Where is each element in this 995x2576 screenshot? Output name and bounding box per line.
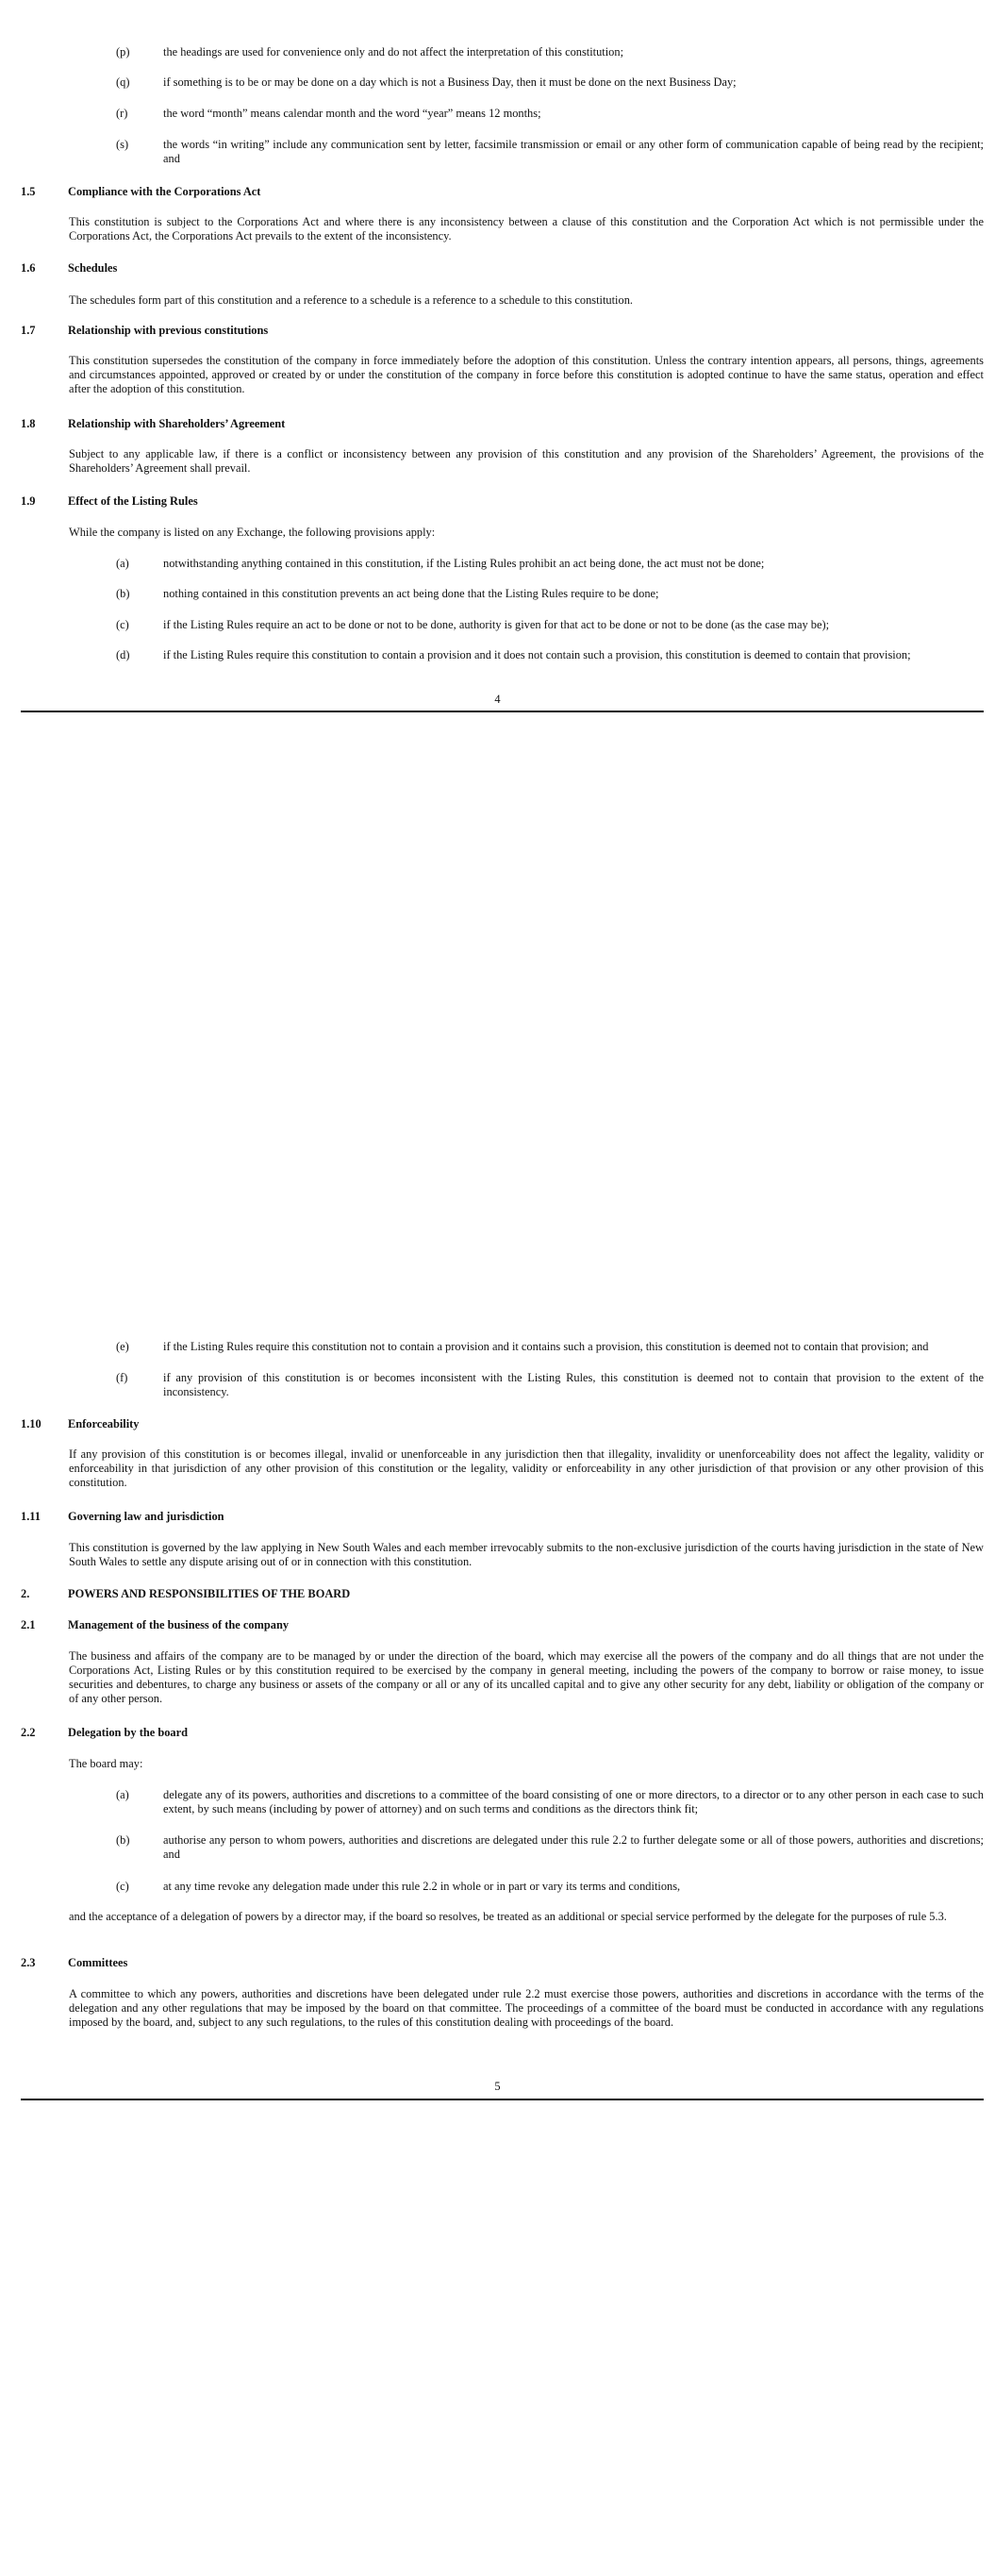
section-title: Delegation by the board (68, 1726, 189, 1739)
list-item (116, 1833, 984, 1862)
list-item-label: (c) (116, 1880, 129, 1893)
list-item-text: delegate any of its powers, authorities and discretions to a committee of the board consisting of one or more directors, to a director or to any other person in each case to such extent, by such means (including by power of attorney) and on such terms and conditions as the directors think fit; (163, 1788, 984, 1815)
section-number: 1.5 (21, 185, 36, 198)
section-number: 1.8 (21, 417, 36, 430)
list-item-text: if something is to be or may be done on a day which is not a Business Day, then it must be done on the next Business Day; (163, 75, 737, 89)
section-number: 2.2 (21, 1726, 36, 1739)
section-title: Schedules (68, 261, 118, 275)
list-item-label: (d) (116, 648, 130, 661)
list-item-label: (a) (116, 1788, 129, 1801)
section-number: 1.7 (21, 324, 36, 337)
list-item-label: (b) (116, 1833, 130, 1847)
section-title: Governing law and jurisdiction (68, 1510, 224, 1523)
list-item (116, 138, 984, 166)
list-item-label: (s) (116, 138, 129, 151)
list-item-text: notwithstanding anything contained in this constitution, if the Listing Rules prohibit an act being done, the act must not be done; (163, 557, 765, 570)
section-number: 2.3 (21, 1956, 36, 1969)
section-heading-2-1 (21, 1618, 964, 1632)
document-page-5 (0, 1335, 995, 2128)
section-title: Effect of the Listing Rules (68, 494, 198, 508)
list-item (116, 1371, 984, 1399)
section-title: Relationship with previous constitutions (68, 324, 269, 337)
list-item-text: if any provision of this constitution is or becomes inconsistent with the Listing Rules, this constitution is deemed not to contain that provision to the extent of the inconsistency. (163, 1371, 984, 1398)
section-body-1-11: This constitution is governed by the law applying in New South Wales and each member irrevocably submits to the non-exclusive jurisdiction of the courts having jurisdiction in the state of New South Wales to settle any dispute arising out of or in connection with this constitution. (69, 1541, 984, 1568)
section-title: Committees (68, 1956, 128, 1969)
list-item (116, 107, 984, 121)
list-item (116, 1880, 984, 1894)
list-item-text: the word “month” means calendar month and the word “year” means 12 months; (163, 107, 541, 120)
section-heading-1-8 (21, 417, 964, 431)
section-number: 2. (21, 1587, 30, 1600)
list-item-label: (e) (116, 1340, 129, 1353)
section-title: Relationship with Shareholders’ Agreement (68, 417, 286, 430)
list-item (116, 557, 984, 571)
section-number: 1.9 (21, 494, 36, 508)
section-number: 1.11 (21, 1510, 41, 1523)
section-title: Compliance with the Corporations Act (68, 185, 261, 198)
section-body-1-5: This constitution is subject to the Corporations Act and where there is any inconsistency between a clause of this constitution and the Corporation Act which is not permissible under the Corporations Act, the Corporations Act prevails to the extent of the inconsistency. (69, 215, 984, 243)
section-heading-1-11 (21, 1510, 964, 1524)
section-body-1-7: This constitution supersedes the constitution of the company in force immediately before the adoption of this constitution. Unless the contrary intention appears, all persons, things, agreements and circumstances appointed, approved or created by or under the constitution of the company in force before this constitution is adopted continue to have the same status, operation and effect after the adoption of this constitution. (69, 354, 984, 395)
list-item (116, 587, 984, 601)
list-item (116, 1788, 984, 1816)
list-item-text: if the Listing Rules require this constitution not to contain a provision and it contains such a provision, this constitution is deemed not to contain that provision; and (163, 1340, 929, 1353)
section-heading-1-6 (21, 261, 964, 276)
section-number: 1.6 (21, 261, 36, 275)
list-item-text: if the Listing Rules require this constitution to contain a provision and it does not contain such a provision, this constitution is deemed to contain that provision; (163, 648, 911, 661)
section-body-1-10: If any provision of this constitution is or becomes illegal, invalid or unenforceable in any jurisdiction then that illegality, invalidity or unenforceability does not affect the legality, validity or enforceability in that jurisdiction of any other provision of this constitution or the legality, validity or enforceability in any other jurisdiction of that provision or any other provision of this constitution. (69, 1447, 984, 1489)
section-body-1-8: Subject to any applicable law, if there is a conflict or inconsistency between any provision of this constitution and any provision of the Shareholders’ Agreement, the provisions of the Shareholders’ Agreement shall prevail. (69, 447, 984, 475)
section-title: Enforceability (68, 1417, 140, 1430)
page-divider (21, 711, 984, 712)
section-heading-2-2 (21, 1726, 964, 1740)
section-heading-1-10 (21, 1417, 964, 1431)
section-title: POWERS AND RESPONSIBILITIES OF THE BOARD (68, 1587, 351, 1600)
section-number: 1.10 (21, 1417, 41, 1430)
list-item-label: (q) (116, 75, 130, 89)
list-item (116, 75, 984, 90)
page-number: 4 (494, 693, 501, 706)
list-item-label: (c) (116, 618, 129, 631)
page-number: 5 (494, 2080, 501, 2093)
list-item (116, 648, 984, 662)
list-item-text: the headings are used for convenience only and do not affect the interpretation of this constitution; (163, 45, 624, 59)
list-item-text: if the Listing Rules require an act to be done or not to be done, authority is given for that act to be done or not to be done (as the case may be); (163, 618, 830, 631)
list-item-label: (f) (116, 1371, 128, 1384)
list-item (116, 1340, 984, 1354)
list-item-text: the words “in writing” include any communication sent by letter, facsimile transmission or email or any other form of communication capable of being read by the recipient; and (163, 138, 984, 165)
document-page-4 (0, 0, 995, 717)
list-item-label: (a) (116, 557, 129, 570)
list-item-label: (r) (116, 107, 128, 120)
list-item-text: nothing contained in this constitution prevents an act being done that the Listing Rules require to be done; (163, 587, 659, 600)
list-item (116, 45, 984, 59)
list-item-label: (p) (116, 45, 130, 59)
section-title: Management of the business of the company (68, 1618, 290, 1631)
section-heading-2-3 (21, 1956, 964, 1970)
list-item-text: at any time revoke any delegation made under this rule 2.2 in whole or in part or vary its terms and conditions, (163, 1880, 681, 1893)
section-heading-1-7 (21, 324, 964, 338)
section-number: 2.1 (21, 1618, 36, 1631)
section-heading-1-9 (21, 494, 964, 509)
section-body-1-6: The schedules form part of this constitution and a reference to a schedule is a reference to a schedule to this constitution. (69, 293, 633, 307)
section-body-2-2: The board may: (69, 1757, 143, 1770)
section-heading-2 (21, 1587, 964, 1601)
section-body-2-3: A committee to which any powers, authorities and discretions have been delegated under rule 2.2 must exercise those powers, authorities and discretions in accordance with the terms of the delegation and any other regulations that may be imposed by the board on that committee. The proceedings of a committee of the board must be conducted in accordance with any regulations imposed by the board, and, subject to any such regulations, to the rules of this constitution dealing with proceedings of the board. (69, 1987, 984, 2029)
section-heading-1-5 (21, 185, 964, 199)
list-item-label: (b) (116, 587, 130, 600)
list-item (116, 618, 984, 632)
section-body-2-1: The business and affairs of the company are to be managed by or under the direction of the board, which may exercise all the powers of the company and do all things that are not under the Corporations Act, Listing Rules or by this constitution required to be exercised by the company in general meeting, including the powers of the company to borrow or raise money, to issue securities and debentures, to charge any business or assets of the company or all or any of its uncalled capital and to give any other security for any debt, liability or obligation of the company or of any other person. (69, 1649, 984, 1705)
section-body-1-9: While the company is listed on any Exchange, the following provisions apply: (69, 526, 436, 539)
list-item-text: authorise any person to whom powers, authorities and discretions are delegated under this rule 2.2 to further delegate some or all of those powers, authorities and discretions; and (163, 1833, 984, 1861)
section-body-2-2-tail: and the acceptance of a delegation of powers by a director may, if the board so resolves, be treated as an additional or special service performed by the delegate for the purposes of rule 5.3. (69, 1910, 947, 1923)
page-divider (21, 2099, 984, 2100)
